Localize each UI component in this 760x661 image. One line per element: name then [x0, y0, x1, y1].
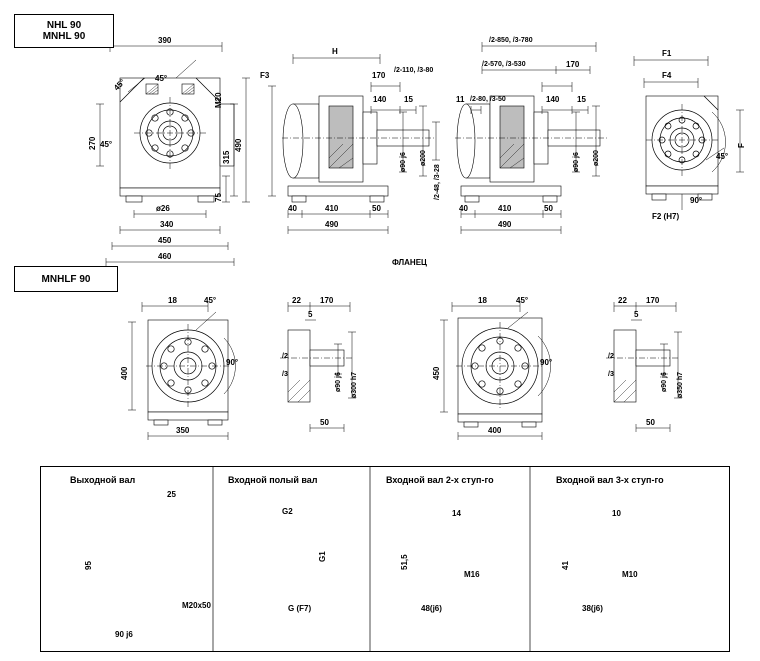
dim-d300h7: ø300 h7 [351, 371, 358, 398]
dim-2-110-3-80: /2-110, /3-80 [394, 67, 434, 74]
dim-170-a: 170 [372, 71, 386, 80]
dim-410-b: 410 [498, 204, 512, 213]
dim-5-a: 5 [308, 310, 313, 319]
panel-title-output-shaft: Выходной вал [70, 475, 136, 485]
dim-d90j6-a: ø90 j6 [400, 152, 407, 172]
angle-45-c: 45° [100, 140, 113, 149]
model-tag-nhl90 [14, 14, 114, 48]
dim-95: 95 [84, 561, 93, 570]
model-tag-line2: MNHL 90 [42, 31, 86, 42]
dim-270: 270 [88, 136, 97, 150]
dim-d90j6-b: ø90 j6 [573, 152, 580, 172]
model-tag-flange-label: MNHLF 90 [41, 273, 91, 285]
dim-48j6: 48(j6) [421, 604, 442, 613]
dim-51-5: 51,5 [400, 554, 409, 570]
dim-450-v: 450 [432, 366, 441, 380]
angle-45-a: 45° [155, 74, 168, 83]
dim-340: 340 [160, 220, 174, 229]
dim-40-b: 40 [459, 204, 468, 213]
dim-F: F [737, 143, 746, 148]
dim-G-F7: G (F7) [288, 604, 312, 613]
dim-G1: G1 [318, 551, 327, 562]
dim-490-v: 490 [234, 138, 243, 152]
dim-5-b: 5 [634, 310, 639, 319]
dim-140-a: 140 [373, 95, 387, 104]
dim-2-570-3-530: /2-570, /3-530 [482, 61, 526, 68]
dim-F1: F1 [662, 49, 672, 58]
dim-d90j6-c: ø90 j6 [335, 372, 342, 392]
dim-41: 41 [561, 561, 570, 570]
shaft-details-panel [40, 466, 730, 652]
angle-90-a: 90° [690, 196, 703, 205]
dim-G2: G2 [282, 507, 293, 516]
panel-title-input-shaft-3stage: Входной вал 3-х ступ-го [556, 475, 664, 485]
dim-460: 460 [158, 252, 172, 261]
dim-/2-b: /2 [608, 353, 614, 360]
dim-140-b: 140 [546, 95, 560, 104]
dim-170-b: 170 [566, 60, 580, 69]
dim-25: 25 [167, 490, 176, 499]
dim-F3: F3 [260, 71, 270, 80]
dim-22-b: 22 [618, 296, 627, 305]
dim-40-a: 40 [288, 204, 297, 213]
dim-15-a: 15 [404, 95, 413, 104]
angle-45-d: 45° [716, 152, 729, 161]
dim-2-48-3-28: /2-48, /3-28 [434, 164, 441, 200]
dim-F4: F4 [662, 71, 672, 80]
panel-title-input-shaft-2stage: Входной вал 2-х ступ-го [386, 475, 494, 485]
angle-90-c: 90° [540, 358, 553, 367]
dim-170-d: 170 [646, 296, 660, 305]
dim-14: 14 [452, 509, 461, 518]
angle-45-f: 45° [516, 296, 529, 305]
dim-d350h7: ø350 h7 [677, 371, 684, 398]
dim-2-80-3-50: /2-80, /3-50 [470, 96, 506, 103]
dim-75: 75 [214, 193, 223, 202]
model-tag-line1: NHL 90 [46, 20, 82, 31]
dim-d200-a: ø200 [420, 150, 427, 166]
dim-18-a: 18 [168, 296, 177, 305]
dim-M10: M10 [622, 570, 638, 579]
dim-50-d: 50 [646, 418, 655, 427]
dim-d90j6-d: ø90 j6 [661, 372, 668, 392]
dim-/3-a: /3 [282, 371, 288, 378]
dim-390: 390 [158, 36, 172, 45]
dim-90j6: 90 j6 [115, 630, 133, 639]
dim-350: 350 [176, 426, 190, 435]
dim-m20: M20 [214, 92, 223, 108]
dim-F2-H7: F2 (H7) [652, 212, 680, 221]
dim-M20x50: M20x50 [182, 601, 211, 610]
angle-90-b: 90° [226, 358, 239, 367]
dim-50-b: 50 [544, 204, 553, 213]
dim-315: 315 [222, 150, 231, 164]
dim-/3-b: /3 [608, 371, 614, 378]
dim-50-c: 50 [320, 418, 329, 427]
dim-400-h: 400 [488, 426, 502, 435]
panel-title-hollow-input-shaft: Входной полый вал [228, 475, 318, 485]
dim-15-b: 15 [577, 95, 586, 104]
dim-H: H [332, 47, 338, 56]
dim-10: 10 [612, 509, 621, 518]
angle-45-e: 45° [204, 296, 217, 305]
model-tag-mnhlf90 [14, 266, 118, 292]
dim-/2-a: /2 [282, 353, 288, 360]
dim-38j6: 38(j6) [582, 604, 603, 613]
dim-d26: ø26 [156, 204, 170, 213]
dim-490-a: 490 [325, 220, 339, 229]
dim-2-850-3-780: /2-850, /3-780 [489, 37, 533, 44]
dim-11: 11 [456, 95, 465, 104]
dim-50-a: 50 [372, 204, 381, 213]
flange-section-title: ФЛАНЕЦ [392, 258, 427, 267]
dim-22-a: 22 [292, 296, 301, 305]
dim-M16: M16 [464, 570, 480, 579]
dim-450: 450 [158, 236, 172, 245]
dim-400-v: 400 [120, 366, 129, 380]
dim-170-c: 170 [320, 296, 334, 305]
dim-410-a: 410 [325, 204, 339, 213]
dim-18-b: 18 [478, 296, 487, 305]
dim-d200-b: ø200 [593, 150, 600, 166]
angle-45-b: 45° [112, 77, 127, 93]
dim-490-b: 490 [498, 220, 512, 229]
